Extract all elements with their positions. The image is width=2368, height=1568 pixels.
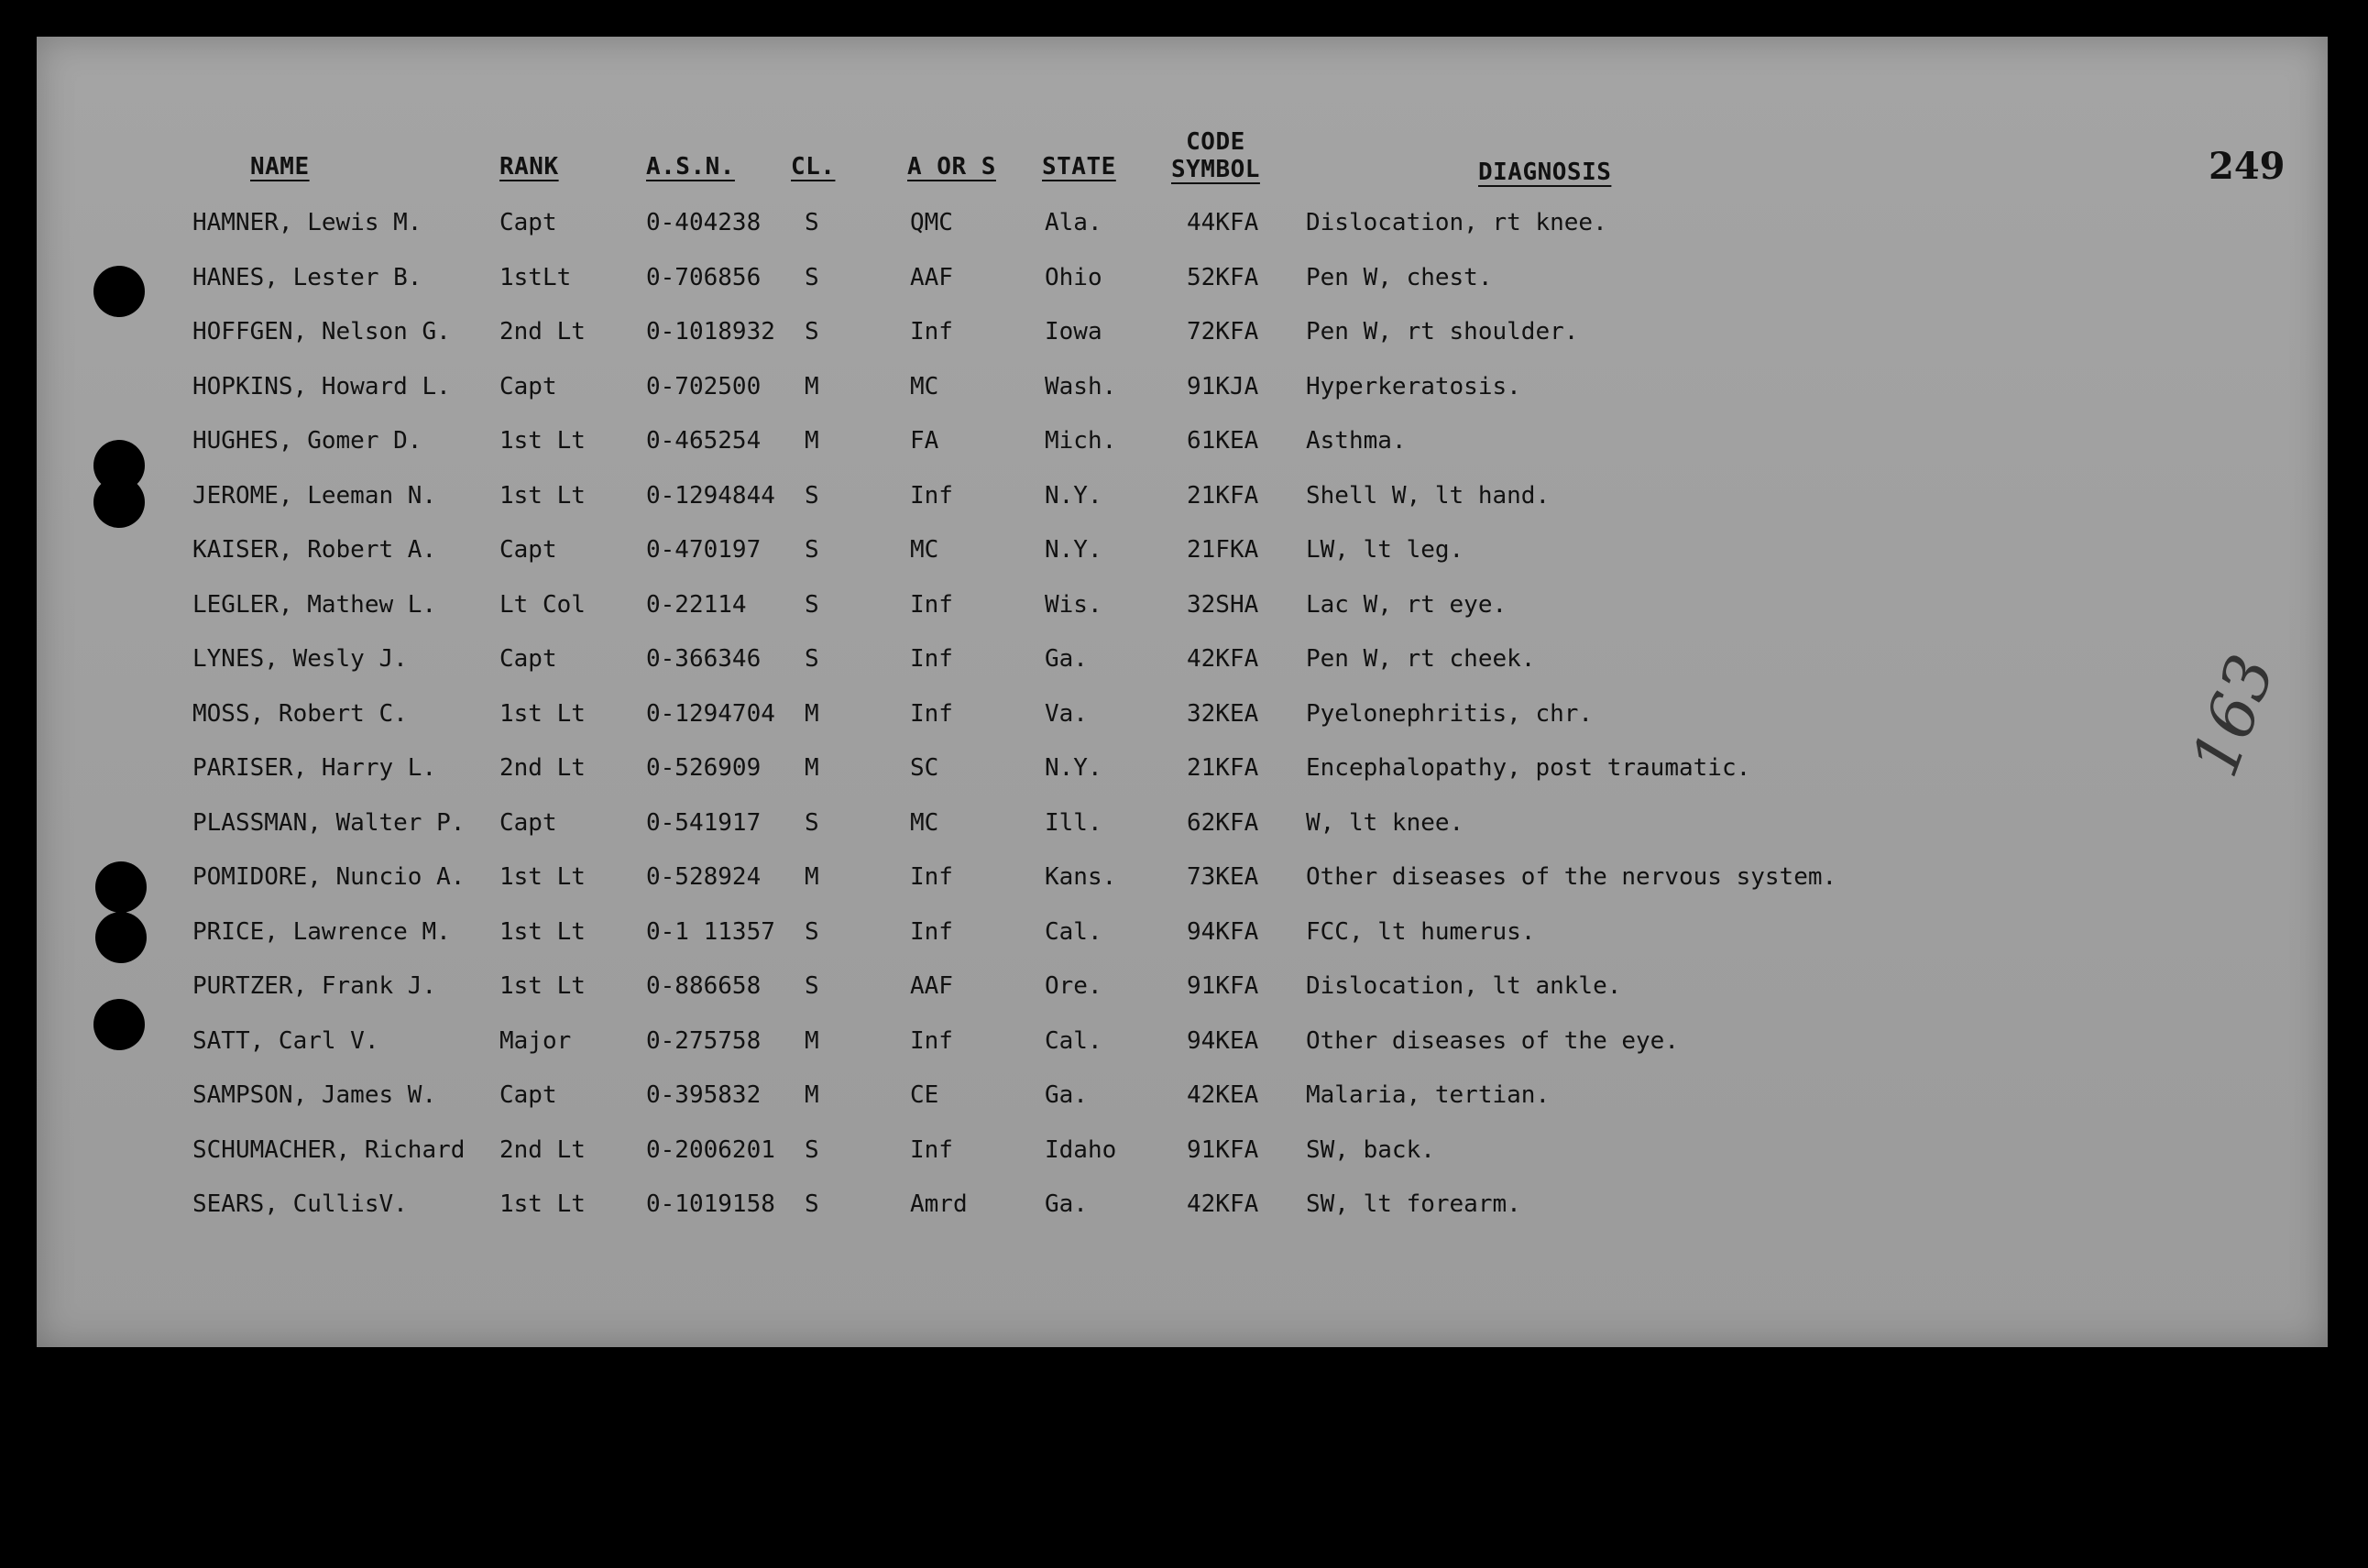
cell-asn: 0-526909 xyxy=(646,754,762,782)
cell-rank: Capt xyxy=(499,536,557,564)
cell-code-symbol: 94KFA xyxy=(1187,918,1259,946)
cell-state: Idaho xyxy=(1045,1136,1117,1164)
table-row xyxy=(37,373,2328,410)
cell-diagnosis: Hyperkeratosis. xyxy=(1306,373,1521,400)
cell-diagnosis: Other diseases of the eye. xyxy=(1306,1027,1679,1055)
table-row xyxy=(37,264,2328,301)
punch-hole xyxy=(95,861,147,913)
cell-a-or-s: MC xyxy=(910,373,939,400)
cell-diagnosis: Dislocation, lt ankle. xyxy=(1306,972,1622,1000)
cell-state: Ohio xyxy=(1045,264,1102,291)
table-row xyxy=(37,209,2328,246)
cell-class: M xyxy=(805,863,819,891)
cell-class: S xyxy=(805,209,819,236)
cell-state: Ga. xyxy=(1045,645,1088,673)
cell-asn: 0-886658 xyxy=(646,972,762,1000)
cell-a-or-s: Inf xyxy=(910,1136,953,1164)
cell-diagnosis: Pen W, chest. xyxy=(1306,264,1493,291)
cell-code-symbol: 32SHA xyxy=(1187,591,1259,619)
cell-a-or-s: Inf xyxy=(910,1027,953,1055)
cell-code-symbol: 32KEA xyxy=(1187,700,1259,728)
cell-diagnosis: SW, lt forearm. xyxy=(1306,1190,1521,1218)
page-number: 249 xyxy=(2209,145,2286,188)
cell-code-symbol: 42KFA xyxy=(1187,1190,1259,1218)
cell-code-symbol: 91KFA xyxy=(1187,1136,1259,1164)
cell-asn: 0-541917 xyxy=(646,809,762,837)
cell-class: S xyxy=(805,972,819,1000)
cell-state: N.Y. xyxy=(1045,536,1102,564)
cell-asn: 0-395832 xyxy=(646,1081,762,1109)
cell-code-symbol: 73KEA xyxy=(1187,863,1259,891)
cell-diagnosis: Pen W, rt cheek. xyxy=(1306,645,1536,673)
cell-rank: Capt xyxy=(499,209,557,236)
table-row xyxy=(37,754,2328,791)
cell-class: S xyxy=(805,918,819,946)
header-asn: A.S.N. xyxy=(646,153,735,181)
table-row xyxy=(37,700,2328,737)
cell-name: HUGHES, Gomer D. xyxy=(192,427,422,455)
cell-class: M xyxy=(805,1027,819,1055)
cell-code-symbol: 21KFA xyxy=(1187,482,1259,510)
cell-name: HOFFGEN, Nelson G. xyxy=(192,318,451,345)
cell-class: S xyxy=(805,536,819,564)
cell-code-symbol: 61KEA xyxy=(1187,427,1259,455)
table-row xyxy=(37,1136,2328,1173)
cell-state: Wash. xyxy=(1045,373,1117,400)
cell-a-or-s: Inf xyxy=(910,482,953,510)
cell-asn: 0-1294844 xyxy=(646,482,775,510)
cell-diagnosis: Pyelonephritis, chr. xyxy=(1306,700,1594,728)
cell-asn: 0-465254 xyxy=(646,427,762,455)
cell-diagnosis: SW, back. xyxy=(1306,1136,1435,1164)
cell-name: SATT, Carl V. xyxy=(192,1027,379,1055)
cell-a-or-s: SC xyxy=(910,754,939,782)
cell-rank: 1st Lt xyxy=(499,918,586,946)
cell-name: PARISER, Harry L. xyxy=(192,754,437,782)
table-row xyxy=(37,427,2328,464)
header-a-or-s: A OR S xyxy=(907,153,996,181)
cell-class: S xyxy=(805,1136,819,1164)
cell-state: Ala. xyxy=(1045,209,1102,236)
cell-asn: 0-404238 xyxy=(646,209,762,236)
header-diagnosis: DIAGNOSIS xyxy=(1478,159,1612,186)
cell-a-or-s: FA xyxy=(910,427,939,455)
table-row xyxy=(37,1190,2328,1227)
table-row xyxy=(37,591,2328,628)
cell-rank: Capt xyxy=(499,645,557,673)
cell-code-symbol: 21KFA xyxy=(1187,754,1259,782)
cell-diagnosis: Asthma. xyxy=(1306,427,1407,455)
cell-asn: 0-1294704 xyxy=(646,700,775,728)
header-code-symbol xyxy=(1171,128,1260,183)
cell-diagnosis: W, lt knee. xyxy=(1306,809,1464,837)
table-row xyxy=(37,972,2328,1009)
cell-class: S xyxy=(805,645,819,673)
cell-code-symbol: 94KEA xyxy=(1187,1027,1259,1055)
header-name: NAME xyxy=(250,153,310,181)
cell-rank: 1st Lt xyxy=(499,482,586,510)
header-state: STATE xyxy=(1042,153,1116,181)
table-row xyxy=(37,863,2328,900)
cell-name: HOPKINS, Howard L. xyxy=(192,373,451,400)
cell-state: Mich. xyxy=(1045,427,1117,455)
cell-rank: 2nd Lt xyxy=(499,1136,586,1164)
table-row xyxy=(37,536,2328,573)
cell-class: M xyxy=(805,373,819,400)
cell-state: Wis. xyxy=(1045,591,1102,619)
cell-name: PURTZER, Frank J. xyxy=(192,972,437,1000)
cell-rank: 1stLt xyxy=(499,264,572,291)
cell-class: M xyxy=(805,754,819,782)
cell-rank: Major xyxy=(499,1027,572,1055)
cell-rank: Lt Col xyxy=(499,591,586,619)
punch-hole xyxy=(93,266,145,317)
cell-state: Kans. xyxy=(1045,863,1117,891)
cell-class: M xyxy=(805,427,819,455)
cell-asn: 0-528924 xyxy=(646,863,762,891)
cell-asn: 0-706856 xyxy=(646,264,762,291)
table-row xyxy=(37,918,2328,955)
cell-rank: Capt xyxy=(499,809,557,837)
cell-state: Ill. xyxy=(1045,809,1102,837)
cell-name: LEGLER, Mathew L. xyxy=(192,591,437,619)
cell-rank: 1st Lt xyxy=(499,972,586,1000)
cell-name: SEARS, CullisV. xyxy=(192,1190,408,1218)
cell-a-or-s: Inf xyxy=(910,918,953,946)
header-cl: CL. xyxy=(791,153,836,181)
cell-class: M xyxy=(805,1081,819,1109)
cell-a-or-s: AAF xyxy=(910,972,953,1000)
cell-rank: 1st Lt xyxy=(499,1190,586,1218)
cell-name: PLASSMAN, Walter P. xyxy=(192,809,466,837)
cell-rank: Capt xyxy=(499,1081,557,1109)
cell-a-or-s: Amrd xyxy=(910,1190,968,1218)
cell-diagnosis: Dislocation, rt knee. xyxy=(1306,209,1607,236)
cell-name: KAISER, Robert A. xyxy=(192,536,437,564)
cell-diagnosis: FCC, lt humerus. xyxy=(1306,918,1536,946)
cell-state: Ga. xyxy=(1045,1190,1088,1218)
cell-a-or-s: Inf xyxy=(910,645,953,673)
cell-rank: Capt xyxy=(499,373,557,400)
cell-asn: 0-366346 xyxy=(646,645,762,673)
cell-asn: 0-22114 xyxy=(646,591,747,619)
punch-hole xyxy=(95,912,147,963)
cell-name: SAMPSON, James W. xyxy=(192,1081,437,1109)
punch-hole xyxy=(93,999,145,1050)
table-row xyxy=(37,645,2328,682)
cell-state: Ga. xyxy=(1045,1081,1088,1109)
cell-diagnosis: Other diseases of the nervous system. xyxy=(1306,863,1837,891)
cell-class: S xyxy=(805,809,819,837)
cell-state: N.Y. xyxy=(1045,754,1102,782)
cell-code-symbol: 91KJA xyxy=(1187,373,1259,400)
cell-state: N.Y. xyxy=(1045,482,1102,510)
cell-class: M xyxy=(805,700,819,728)
cell-class: S xyxy=(805,591,819,619)
cell-a-or-s: MC xyxy=(910,809,939,837)
cell-state: Iowa xyxy=(1045,318,1102,345)
cell-rank: 2nd Lt xyxy=(499,318,586,345)
table-row xyxy=(37,1081,2328,1118)
cell-asn: 0-702500 xyxy=(646,373,762,400)
cell-a-or-s: Inf xyxy=(910,700,953,728)
cell-name: MOSS, Robert C. xyxy=(192,700,408,728)
cell-a-or-s: AAF xyxy=(910,264,953,291)
cell-diagnosis: Encephalopathy, post traumatic. xyxy=(1306,754,1751,782)
table-row xyxy=(37,809,2328,846)
cell-name: PRICE, Lawrence M. xyxy=(192,918,451,946)
table-row xyxy=(37,482,2328,519)
cell-a-or-s: CE xyxy=(910,1081,939,1109)
handwritten-note: 163 xyxy=(2176,645,2290,786)
cell-asn: 0-1 11357 xyxy=(646,918,775,946)
cell-class: S xyxy=(805,264,819,291)
cell-rank: 1st Lt xyxy=(499,700,586,728)
cell-code-symbol: 52KFA xyxy=(1187,264,1259,291)
cell-a-or-s: QMC xyxy=(910,209,953,236)
cell-state: Va. xyxy=(1045,700,1088,728)
cell-a-or-s: MC xyxy=(910,536,939,564)
cell-rank: 1st Lt xyxy=(499,427,586,455)
cell-code-symbol: 42KFA xyxy=(1187,645,1259,673)
header-code-line1: CODE xyxy=(1186,128,1245,156)
cell-a-or-s: Inf xyxy=(910,318,953,345)
cell-asn: 0-2006201 xyxy=(646,1136,775,1164)
header-rank: RANK xyxy=(499,153,559,181)
cell-name: HANES, Lester B. xyxy=(192,264,422,291)
cell-diagnosis: Pen W, rt shoulder. xyxy=(1306,318,1579,345)
table-row xyxy=(37,1027,2328,1064)
cell-name: JEROME, Leeman N. xyxy=(192,482,437,510)
cell-state: Cal. xyxy=(1045,1027,1102,1055)
cell-code-symbol: 72KFA xyxy=(1187,318,1259,345)
cell-code-symbol: 91KFA xyxy=(1187,972,1259,1000)
cell-class: S xyxy=(805,482,819,510)
header-code-line2: SYMBOL xyxy=(1171,156,1260,183)
cell-diagnosis: Malaria, tertian. xyxy=(1306,1081,1551,1109)
cell-diagnosis: LW, lt leg. xyxy=(1306,536,1464,564)
cell-class: S xyxy=(805,1190,819,1218)
cell-code-symbol: 21FKA xyxy=(1187,536,1259,564)
cell-name: POMIDORE, Nuncio A. xyxy=(192,863,466,891)
cell-state: Cal. xyxy=(1045,918,1102,946)
cell-asn: 0-470197 xyxy=(646,536,762,564)
cell-name: HAMNER, Lewis M. xyxy=(192,209,422,236)
cell-name: SCHUMACHER, Richard xyxy=(192,1136,466,1164)
cell-rank: 2nd Lt xyxy=(499,754,586,782)
cell-asn: 0-1018932 xyxy=(646,318,775,345)
cell-code-symbol: 42KEA xyxy=(1187,1081,1259,1109)
cell-state: Ore. xyxy=(1045,972,1102,1000)
document-page xyxy=(37,37,2328,1347)
cell-diagnosis: Lac W, rt eye. xyxy=(1306,591,1507,619)
cell-name: LYNES, Wesly J. xyxy=(192,645,408,673)
cell-rank: 1st Lt xyxy=(499,863,586,891)
cell-class: S xyxy=(805,318,819,345)
cell-diagnosis: Shell W, lt hand. xyxy=(1306,482,1551,510)
punch-hole xyxy=(93,477,145,528)
cell-a-or-s: Inf xyxy=(910,863,953,891)
cell-code-symbol: 62KFA xyxy=(1187,809,1259,837)
table-row xyxy=(37,318,2328,355)
cell-asn: 0-275758 xyxy=(646,1027,762,1055)
cell-code-symbol: 44KFA xyxy=(1187,209,1259,236)
cell-asn: 0-1019158 xyxy=(646,1190,775,1218)
cell-a-or-s: Inf xyxy=(910,591,953,619)
